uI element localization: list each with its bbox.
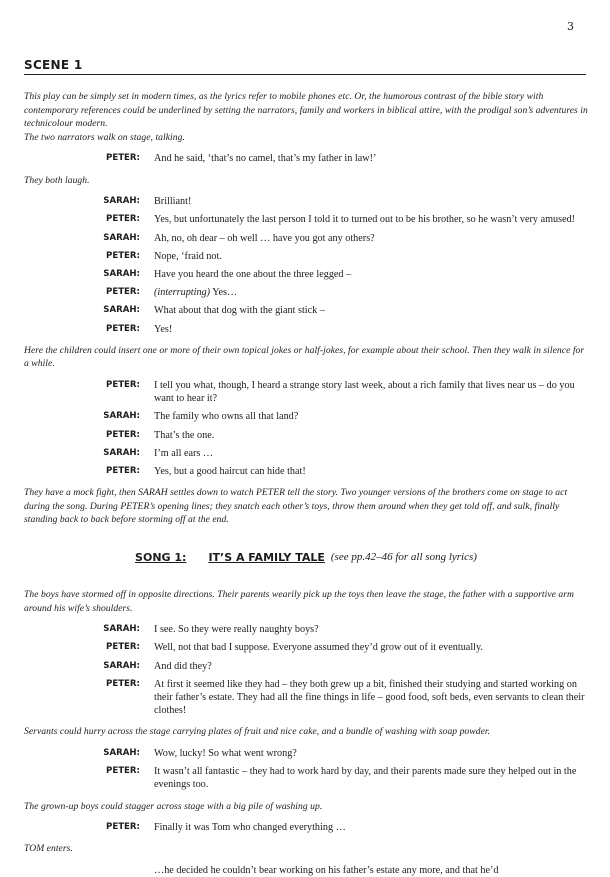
dialogue-words: Yes, but a good haircut can hide that! — [154, 466, 306, 477]
dialogue-text — [154, 323, 588, 336]
speaker-label: SARAH: — [103, 268, 140, 279]
speaker-label: PETER: — [106, 822, 140, 833]
speaker-label: SARAH: — [103, 447, 140, 458]
speaker-label: PETER: — [106, 379, 140, 390]
speaker-label: PETER: — [106, 429, 140, 440]
speaker-label: SARAH: — [103, 232, 140, 243]
dialogue-text — [154, 623, 588, 636]
dialogue-text — [154, 304, 588, 317]
page-number: 3 — [567, 20, 574, 33]
dialogue-line — [24, 429, 588, 442]
dialogue-line — [24, 268, 588, 281]
speaker-label: PETER: — [106, 323, 140, 334]
dialogue-text — [154, 232, 588, 245]
dialogue-text — [154, 410, 588, 423]
stage-direction: The boys have stormed off in opposite directions. Their parents wearily pick up the toys then leave the stage, the father with a supportive arm around his wife’s shoulders. — [24, 588, 575, 614]
dialogue-text — [154, 429, 588, 442]
speaker-label: PETER: — [106, 642, 140, 653]
song-heading — [24, 551, 588, 564]
dialogue-words: Ah, no, oh dear – oh well … have you got any others? — [154, 232, 375, 244]
dialogue-line — [24, 765, 588, 791]
stage-direction: TOM enters. — [24, 843, 73, 855]
dialogue-words: What about that dog with the giant stick – — [154, 305, 325, 317]
dialogue-words: Yes… — [212, 287, 238, 299]
dialogue-text — [154, 379, 588, 405]
dialogue-words: And he said, ‘that’s no camel, that’s my father in law!’ — [154, 153, 377, 165]
dialogue-text — [154, 152, 588, 165]
stage-aside: (interrupting) — [154, 287, 211, 299]
stage-direction: The grown-up boys could stagger across stage with a big pile of washing up. — [24, 800, 323, 812]
song-reference: (see pp.42–46 for all song lyrics) — [330, 550, 477, 563]
dialogue-line — [24, 213, 588, 226]
speaker-label: SARAH: — [103, 747, 140, 758]
speaker-label: PETER: — [106, 287, 140, 298]
dialogue-text — [154, 765, 588, 791]
dialogue-text — [154, 447, 588, 460]
stage-direction: They have a mock fight, then SARAH settles down to watch PETER tell the story. Two younger versions of the brothers come on stage to act during the song. During PETER’s opening lines; they snatch each other’s toys, throw them around when they get told off, and sulk, finally standing back to back before storming off at the end. — [24, 487, 568, 526]
dialogue-words: I see. So they were really naughty boys? — [154, 624, 319, 636]
dialogue-words: Brilliant! — [154, 196, 192, 208]
dialogue-words: At first it seemed like they had – they both grew up a bit, finished their studying and started working on their father’s estate. They had all the fine things in life – good food, soft beds, even servants to clean their clothes! — [154, 678, 585, 717]
speaker-label: SARAH: — [103, 411, 140, 422]
dialogue-line — [24, 286, 588, 299]
dialogue-words: The family who owns all that land? — [154, 411, 299, 423]
speaker-label: PETER: — [106, 250, 140, 261]
dialogue-words: Well, not that bad I suppose. Everyone assumed they’d grow out of it eventually. — [154, 642, 483, 654]
speaker-label: PETER: — [106, 766, 140, 777]
dialogue-line — [24, 232, 588, 245]
dialogue-line — [24, 323, 588, 336]
dialogue-line — [24, 641, 588, 654]
dialogue-words: Nope, ‘fraid not. — [154, 250, 222, 262]
dialogue-words: I tell you what, though, I heard a strange story last week, about a rich family that lives near us – do you want to hear it? — [154, 379, 575, 405]
song-title: IT’S A FAMILY TALE — [208, 550, 325, 564]
dialogue-text — [154, 641, 588, 654]
dialogue-line — [24, 678, 588, 718]
song-label: SONG 1: — [135, 550, 187, 564]
dialogue-line — [24, 623, 588, 636]
speaker-label: PETER: — [106, 214, 140, 225]
stage-direction: This play can be simply set in modern times, as the lyrics refer to mobile phones etc. Or, the humorous contrast of the bible story with contemporary references could be underlined by setting the narrators, family and workers in biblical attire, with the prodigal son’s adventures in technicolour modern. — [24, 91, 588, 130]
speaker-label: PETER: — [106, 678, 140, 689]
dialogue-line — [24, 747, 588, 760]
dialogue-line — [24, 465, 588, 478]
dialogue-text — [154, 864, 588, 877]
stage-direction: Here the children could insert one or more of their own topical jokes or half-jokes, for example about their school. Then they walk in silence for a while. — [24, 344, 585, 370]
dialogue-text — [154, 213, 588, 226]
dialogue-text — [154, 250, 588, 263]
dialogue-words: Yes, but unfortunately the last person I told it to turned out to be his brother, so he wasn’t very amused! — [154, 214, 576, 226]
dialogue-text — [154, 465, 588, 478]
dialogue-line — [24, 250, 588, 263]
dialogue-words: Wow, lucky! So what went wrong? — [154, 747, 297, 759]
dialogue-text — [154, 286, 588, 299]
dialogue-line — [24, 195, 588, 208]
dialogue-words: Finally it was Tom who changed everything … — [154, 822, 346, 834]
speaker-label: SARAH: — [103, 624, 140, 635]
dialogue-words: Yes! — [154, 323, 173, 335]
speaker-label: PETER: — [106, 466, 140, 476]
speaker-label: SARAH: — [103, 660, 140, 671]
speaker-label: SARAH: — [103, 196, 140, 207]
dialogue-line — [24, 864, 588, 877]
dialogue-line — [24, 821, 588, 834]
stage-direction: They both laugh. — [24, 174, 90, 186]
dialogue-text — [154, 747, 588, 760]
scene-heading: SCENE 1 — [24, 58, 83, 72]
speaker-label — [24, 864, 154, 877]
stage-direction: Servants could hurry across the stage carrying plates of fruit and nice cake, and a bundle of washing with soap powder. — [24, 726, 491, 738]
speaker-label: SARAH: — [103, 305, 140, 316]
dialogue-words: That’s the one. — [154, 429, 215, 441]
dialogue-text — [154, 821, 588, 834]
dialogue-text — [154, 195, 588, 208]
speaker-label: PETER: — [106, 153, 140, 164]
dialogue-text — [154, 268, 588, 281]
dialogue-line — [24, 660, 588, 673]
dialogue-words: Have you heard the one about the three legged – — [154, 268, 352, 280]
dialogue-line — [24, 447, 588, 460]
dialogue-words: It wasn’t all fantastic – they had to work hard by day, and their parents made sure they helped out in the evenings too. — [154, 766, 577, 791]
dialogue-text — [154, 660, 588, 673]
script-body — [24, 84, 588, 877]
dialogue-text — [154, 678, 588, 718]
dialogue-line — [24, 152, 588, 165]
dialogue-line — [24, 410, 588, 423]
dialogue-words: I’m all ears … — [154, 447, 214, 459]
stage-direction: The two narrators walk on stage, talking. — [24, 131, 185, 143]
heading-rule — [24, 74, 586, 75]
dialogue-line — [24, 304, 588, 317]
dialogue-words: And did they? — [154, 660, 212, 672]
dialogue-line — [24, 379, 588, 405]
dialogue-words: …he decided he couldn’t bear working on his father’s estate any more, and that he’d — [154, 864, 499, 876]
